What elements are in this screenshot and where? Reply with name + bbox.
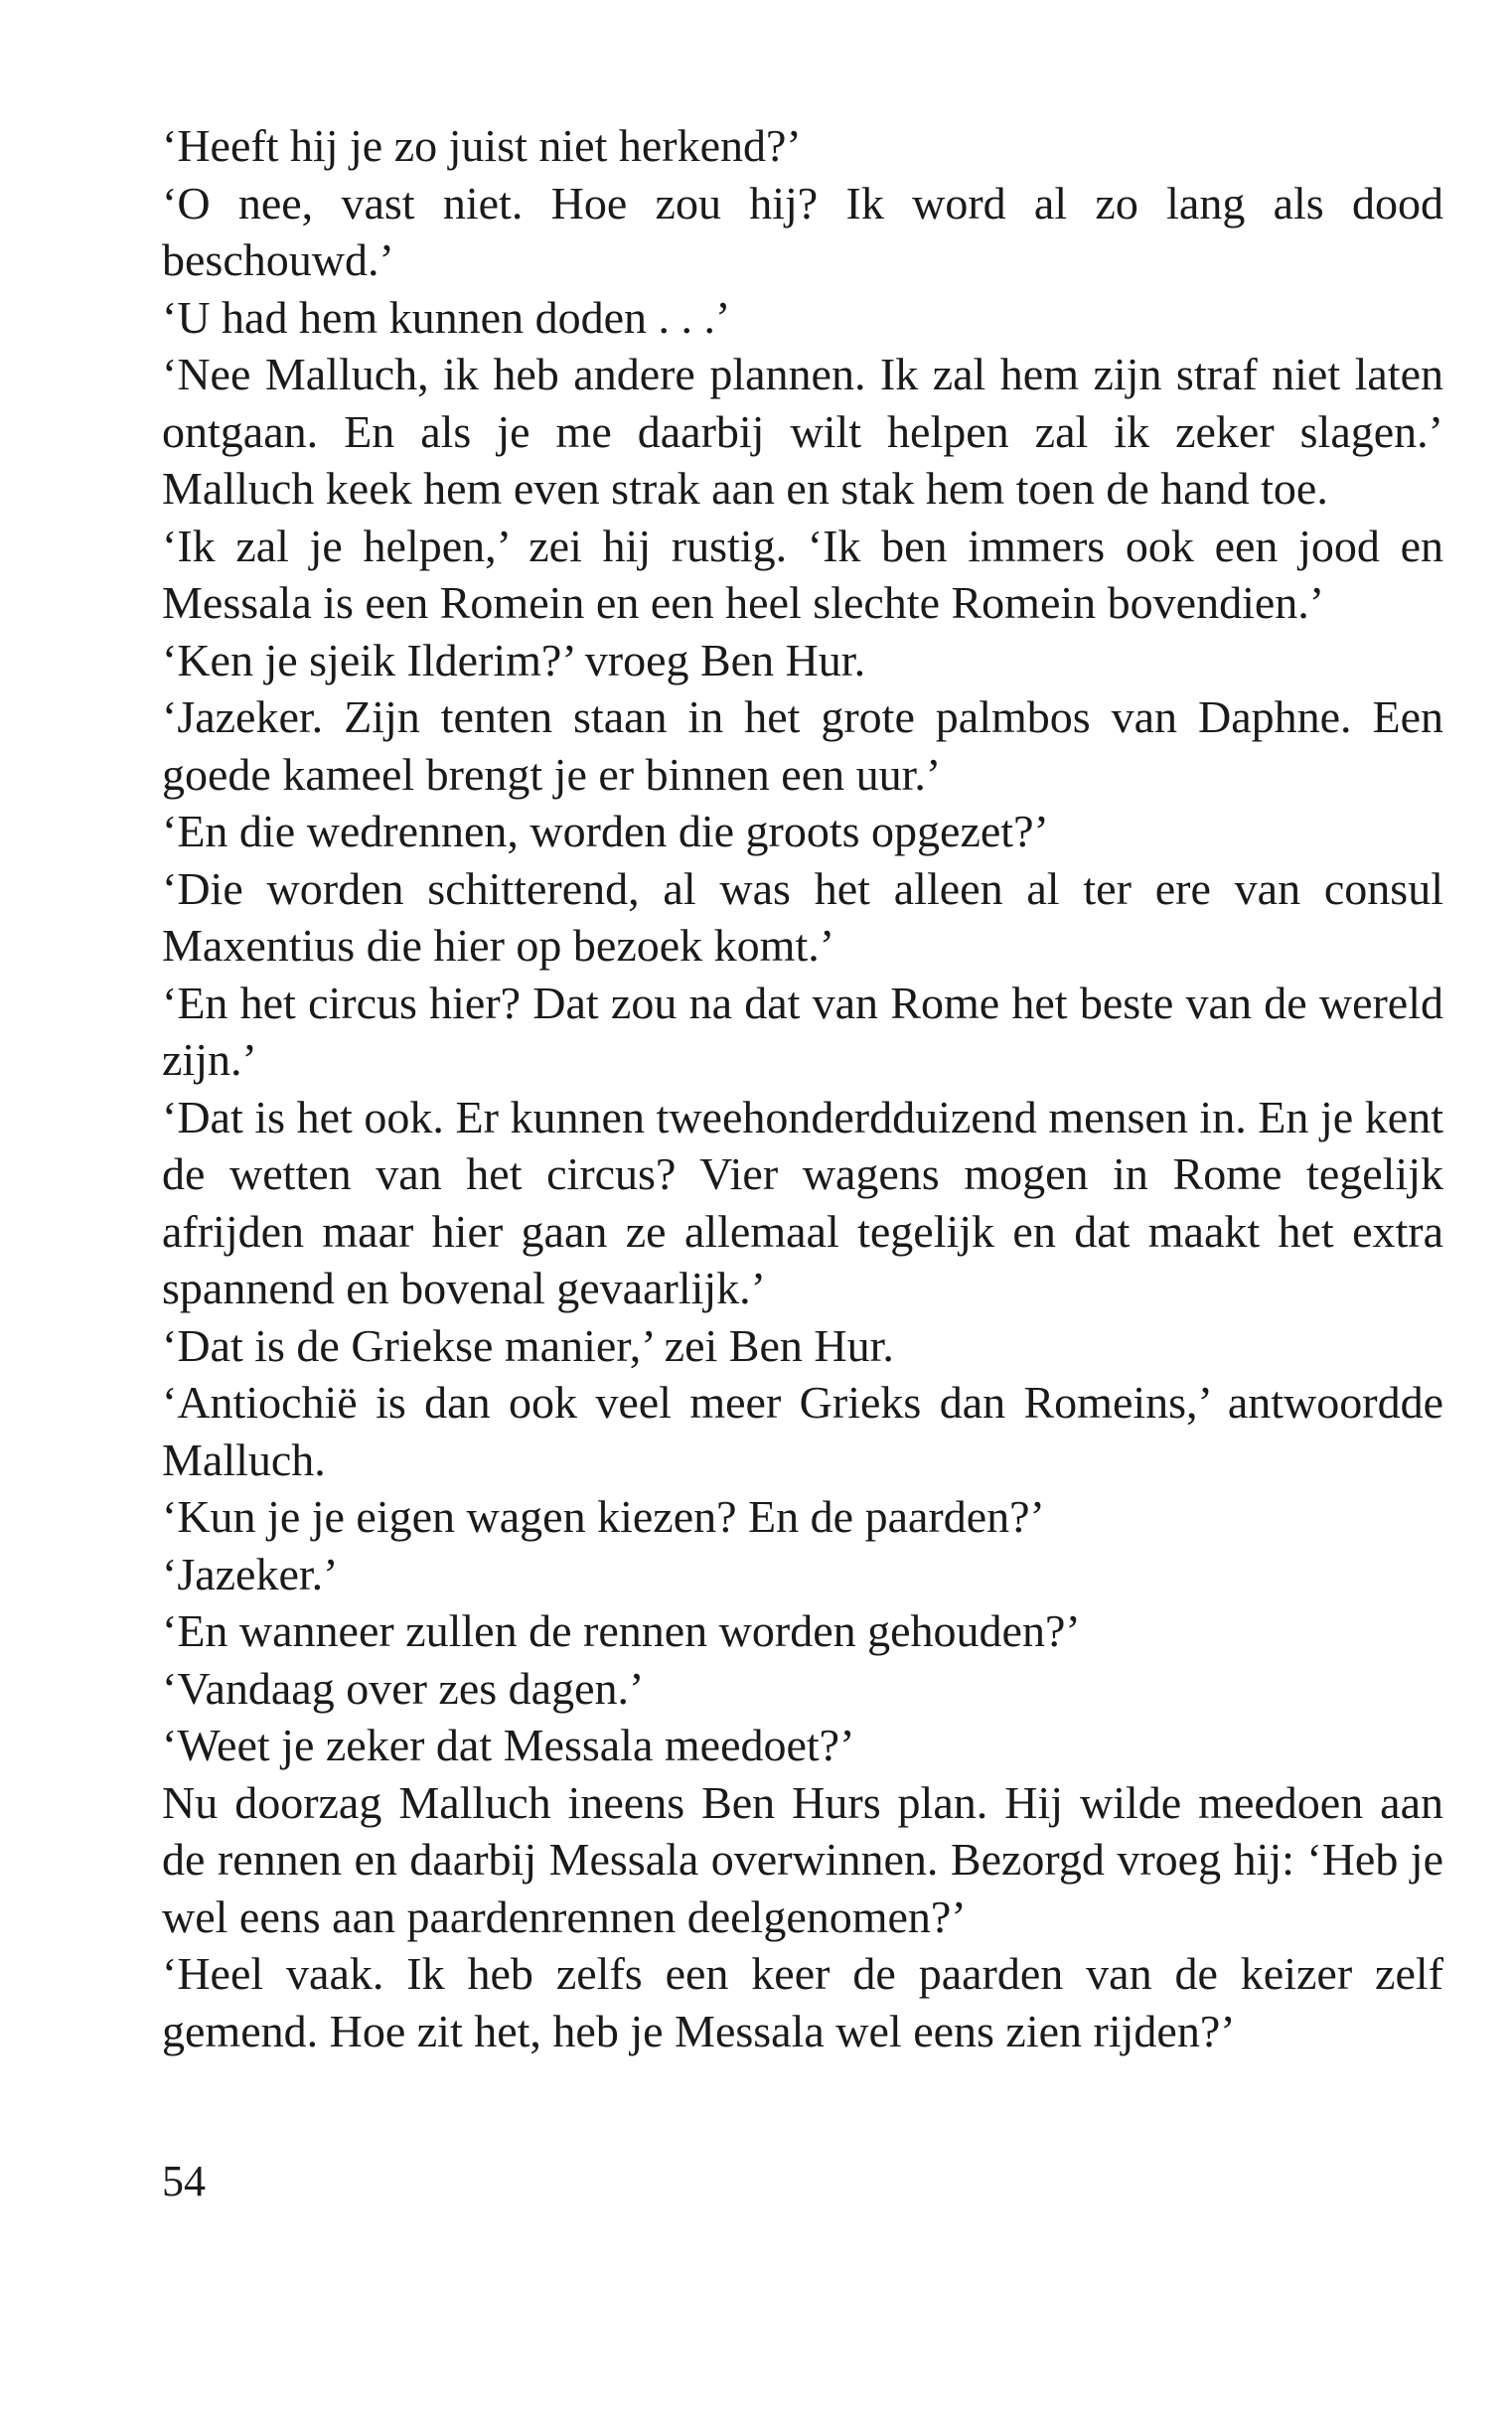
paragraph: ‘Weet je zeker dat Messala meedoet?’ <box>162 1720 855 1770</box>
paragraph: ‘Heeft hij je zo juist niet herkend?’ <box>162 120 802 171</box>
paragraph: ‘Jazeker.’ <box>162 1548 339 1599</box>
paragraph: ‘U had hem kunnen doden . . .’ <box>162 291 731 343</box>
paragraph: ‘Dat is de Griekse manier,’ zei Ben Hur. <box>162 1319 894 1371</box>
paragraph: ‘Jazeker. Zijn tenten staan in het grote palmbos van Daphne. Een goede kameel brengt je er binnen een uur.’ <box>162 691 1443 800</box>
paragraph: ‘Dat is het ook. Er kunnen tweehonderdduizend mensen in. En je kent de wetten van het circus? Vier wagens mogen in Rome tegelijk afrijden maar hier gaan ze allemaal tegelijk en dat maakt het extra spannend en bovenal gevaarlijk.’ <box>162 1091 1443 1313</box>
paragraph: ‘Antiochië is dan ook veel meer Grieks dan Romeins,’ antwoordde Malluch. <box>162 1377 1443 1485</box>
paragraph: ‘En wanneer zullen de rennen worden gehouden?’ <box>162 1605 1081 1656</box>
paragraph: ‘En het circus hier? Dat zou na dat van Rome het beste van de wereld zijn.’ <box>162 977 1443 1085</box>
paragraph: ‘O nee, vast niet. Hoe zou hij? Ik word al zo lang als dood beschouwd.’ <box>162 177 1443 285</box>
paragraph: ‘Ik zal je helpen,’ zei hij rustig. ‘Ik ben immers ook een jood en Messala is een Romein en een heel slechte Romein bovendien.’ <box>162 520 1443 628</box>
body-text <box>162 117 1443 2059</box>
paragraph: ‘Die worden schitterend, al was het alleen al ter ere van consul Maxentius die hier op bezoek komt.’ <box>162 862 1443 971</box>
paragraph: ‘Heel vaak. Ik heb zelfs een keer de paarden van de keizer zelf gemend. Hoe zit het, heb je Messala wel eens zien rijden?’ <box>162 1948 1443 2056</box>
paragraph: ‘Ken je sjeik Ilderim?’ vroeg Ben Hur. <box>162 634 866 685</box>
page-number: 54 <box>162 2157 206 2205</box>
paragraph: ‘Nee Malluch, ik heb andere plannen. Ik zal hem zijn straf niet laten ontgaan. En als je me daarbij wilt helpen zal ik zeker slagen.’ Malluch keek hem even strak aan en stak hem toen de hand toe. <box>162 349 1443 514</box>
paragraph: ‘En die wedrennen, worden die groots opgezet?’ <box>162 806 1049 856</box>
paragraph: ‘Vandaag over zes dagen.’ <box>162 1662 645 1714</box>
paragraph: ‘Kun je je eigen wagen kiezen? En de paarden?’ <box>162 1491 1045 1542</box>
paragraph: Nu doorzag Malluch ineens Ben Hurs plan. Hij wilde meedoen aan de rennen en daarbij Messala overwinnen. Bezorgd vroeg hij: ‘Heb je wel eens aan paardenrennen deelgenomen?’ <box>162 1776 1443 1942</box>
